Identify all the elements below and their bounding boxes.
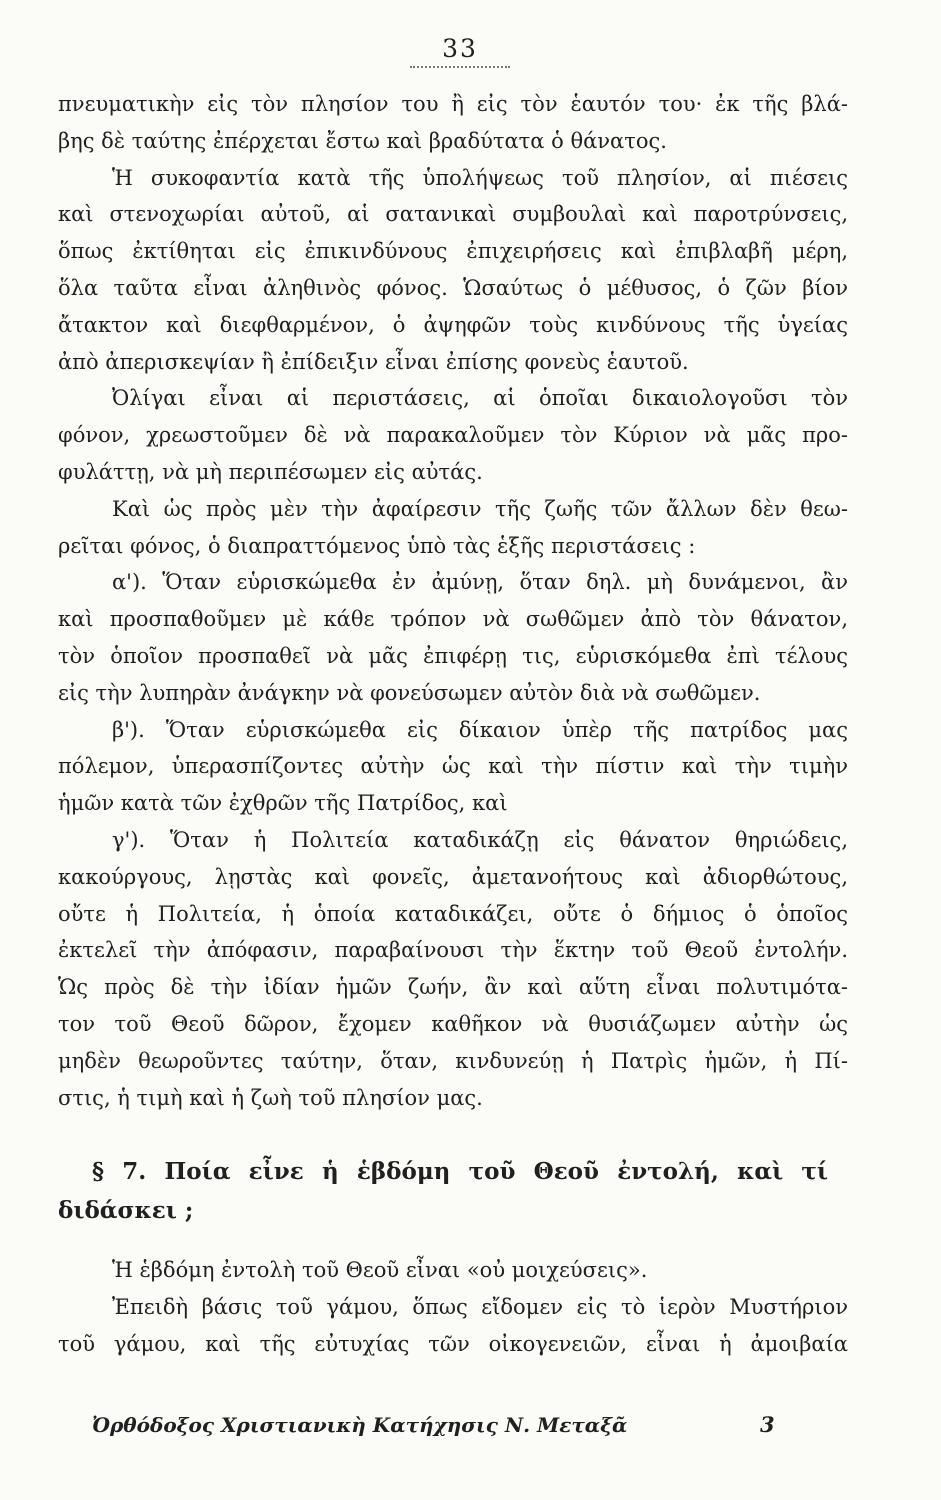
text-line: καὶ προσπαθοῦμεν μὲ κάθε τρόπον νὰ σωθῶμεν ἀπὸ τὸν θάνατον, bbox=[58, 607, 848, 632]
text-line: ὅλα ταῦτα εἶναι ἀληθινὸς φόνος. Ὡσαύτως ὁ μέθυσος, ὁ ζῶν βίον bbox=[58, 275, 848, 300]
text-line: καὶ στενοχωρίαι αὐτοῦ, αἱ σατανικαὶ συμβουλαὶ καὶ παροτρύνσεις, bbox=[58, 202, 848, 227]
page-number-rule bbox=[410, 66, 510, 68]
text-line: μηδὲν θεωροῦντες ταύτην, ὅταν, κινδυνεύῃ ἡ Πατρὶς ἡμῶν, ἡ Πί- bbox=[58, 1048, 848, 1073]
text-line: ὅπως ἐκτίθηται εἰς ἐπικινδύνους ἐπιχειρήσεις καὶ ἐπιβλαβῆ μέρη, bbox=[58, 239, 848, 264]
section-body-text bbox=[58, 1252, 848, 1362]
body-text bbox=[58, 86, 848, 1116]
text-line: Ἡ ἑβδόμη ἐντολὴ τοῦ Θεοῦ εἶναι «οὐ μοιχεύσεις». bbox=[112, 1258, 648, 1282]
footer-signature-mark: 3 bbox=[760, 1412, 775, 1437]
text-line: Ὡς πρὸς δὲ τὴν ἰδίαν ἡμῶν ζωήν, ἂν καὶ αὕτη εἶναι πολυτιμότα- bbox=[58, 975, 848, 1000]
section-heading bbox=[58, 1152, 828, 1230]
text-line: α'). Ὅταν εὑρισκώμεθα ἐν ἀμύνῃ, ὅταν δηλ. μὴ δυνάμενοι, ἂν bbox=[112, 570, 848, 595]
text-line: Ὀλίγαι εἶναι αἱ περιστάσεις, αἱ ὁποῖαι δικαιολογοῦσι τὸν bbox=[112, 386, 848, 411]
text-line: φόνον, χρεωστοῦμεν δὲ νὰ παρακαλοῦμεν τὸν Κύριον νὰ μᾶς προ- bbox=[58, 423, 848, 448]
footer-book-title: Ὀρθόδοξος Χριστιανικὴ Κατήχησις Ν. Μεταξᾶ bbox=[92, 1413, 628, 1437]
text-line: φυλάττῃ, νὰ μὴ περιπέσωμεν εἰς αὐτάς. bbox=[58, 459, 483, 484]
text-line: τὸν ὁποῖον προσπαθεῖ νὰ μᾶς ἐπιφέρῃ τις, εὑρισκόμεθα ἐπὶ τέλους bbox=[58, 643, 848, 668]
text-line: πόλεμον, ὑπερασπίζοντες αὐτὴν ὡς καὶ τὴν πίστιν καὶ τὴν τιμὴν bbox=[58, 754, 848, 779]
text-line: β'). Ὅταν εὑρισκώμεθα εἰς δίκαιον ὑπὲρ τῆς πατρίδος μας bbox=[112, 717, 848, 742]
page-number: 33 bbox=[442, 34, 478, 63]
text-line: ἡμῶν κατὰ τῶν ἐχθρῶν τῆς Πατρίδος, καὶ bbox=[58, 791, 508, 816]
text-line: ἄτακτον καὶ διεφθαρμένον, ὁ ἀψηφῶν τοὺς κινδύνους τῆς ὑγείας bbox=[58, 312, 848, 337]
text-line: στις, ἡ τιμὴ καὶ ἡ ζωὴ τοῦ πλησίον μας. bbox=[58, 1085, 483, 1110]
text-line: Καὶ ὡς πρὸς μὲν τὴν ἀφαίρεσιν τῆς ζωῆς τῶν ἄλλων δὲν θεω- bbox=[112, 496, 848, 521]
heading-line: διδάσκει ; bbox=[58, 1197, 194, 1224]
heading-line: § 7. Ποία εἶνε ἡ ἑβδόμη τοῦ Θεοῦ ἐντολή, καὶ τί bbox=[92, 1158, 828, 1185]
text-line: βης δὲ ταύτης ἐπέρχεται ἔστω καὶ βραδύτατα ὁ θάνατος. bbox=[58, 128, 667, 153]
text-line: ἀπὸ ἀπερισκεψίαν ἢ ἐπίδειξιν εἶναι ἐπίσης φονεὺς ἑαυτοῦ. bbox=[58, 349, 689, 374]
text-line: εἰς τὴν λυπηρὰν ἀνάγκην νὰ φονεύσωμεν αὐτὸν διὰ νὰ σωθῶμεν. bbox=[58, 680, 761, 705]
text-line: γ'). Ὅταν ἡ Πολιτεία καταδικάζῃ εἰς θάνατον θηριώδεις, bbox=[112, 827, 848, 852]
text-line: Ἡ συκοφαντία κατὰ τῆς ὑπολήψεως τοῦ πλησίον, αἱ πιέσεις bbox=[112, 165, 848, 190]
text-line: κακούργους, λῃστὰς καὶ φονεῖς, ἀμετανοήτους καὶ ἀδιορθώτους, bbox=[58, 864, 848, 889]
text-line: τον τοῦ Θεοῦ δῶρον, ἔχομεν καθῆκον νὰ θυσιάζωμεν αὐτὴν ὡς bbox=[58, 1011, 848, 1036]
text-line: Ἐπειδὴ βάσις τοῦ γάμου, ὅπως εἴδομεν εἰς τὸ ἱερὸν Μυστήριον bbox=[112, 1294, 848, 1319]
text-line: οὔτε ἡ Πολιτεία, ἡ ὁποία καταδικάζει, οὔτε ὁ δήμιος ὁ ὁποῖος bbox=[58, 901, 848, 926]
text-line: πνευματικὴν εἰς τὸν πλησίον του ἢ εἰς τὸν ἑαυτόν του· ἐκ τῆς βλά- bbox=[58, 92, 848, 116]
text-line: ρεῖται φόνος, ὁ διαπραττόμενος ὑπὸ τὰς ἑξῆς περιστάσεις : bbox=[58, 533, 696, 558]
text-line: ἐκτελεῖ τὴν ἀπόφασιν, παραβαίνουσι τὴν ἕκτην τοῦ Θεοῦ ἐντολήν. bbox=[58, 938, 848, 963]
text-line: τοῦ γάμου, καὶ τῆς εὐτυχίας τῶν οἰκογενειῶν, εἶναι ἡ ἀμοιβαία bbox=[58, 1331, 848, 1356]
